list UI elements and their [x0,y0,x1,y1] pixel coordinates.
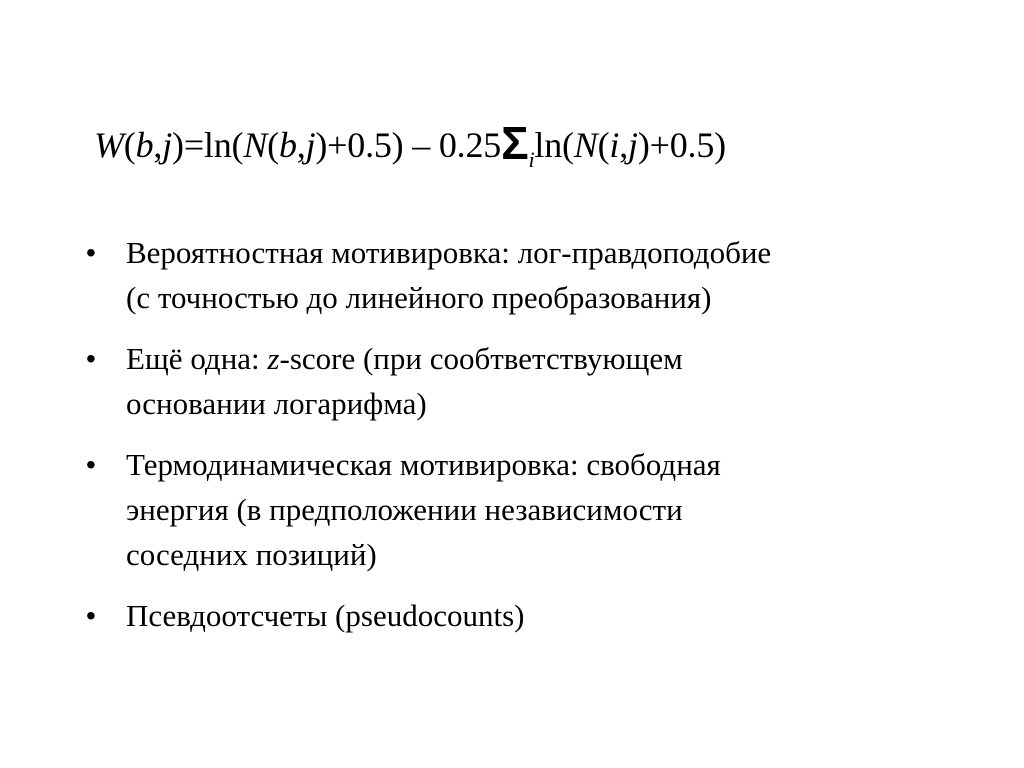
bullet-line: Вероятностная мотивировка: лог-правдоподобие [126,235,772,270]
bullet-line: основании логарифма) [126,386,427,421]
bullet-text-pre: Ещё одна: [126,341,268,376]
bullet-item-zscore [86,336,986,426]
bullet-line: Термодинамическая мотивировка: свободная [126,447,721,482]
sigma-subscript: i [528,147,535,172]
bullet-dot: • [86,449,96,480]
formula-b: b [135,125,154,165]
formula-j: j [162,125,173,165]
formula-b2: b [278,125,297,165]
formula-n2: N [573,125,598,165]
bullet-text-post: -score (при сообтветствующем [279,341,683,376]
bullet-item-thermodynamic [86,442,986,577]
formula-n: N [243,125,268,165]
formula-end: )+0.5) [637,125,726,165]
formula-ln2: ln( [534,125,574,165]
bullet-item-probabilistic [86,230,986,320]
formula-eq-ln: )=ln( [172,125,244,165]
formula: $W(b,j)=\ln(N(b,j)+0.5) - 0.25\Sigma_i\ln(N(i,j)+0.5)$ [94,117,726,172]
bullet-text-italic-z: z [267,341,280,376]
bullet-line: энергия (в предположении независимости [126,492,683,527]
bullet-line: (с точностью до линейного преобразования) [126,280,712,315]
sigma-symbol: Σ [501,117,529,169]
bullet-dot: • [86,343,96,374]
bullet-item-pseudocounts [86,593,986,638]
formula-i: i [609,125,620,165]
formula-j2: j [305,125,316,165]
formula-w: W [94,125,124,165]
bullet-line: соседних позиций) [126,537,377,572]
formula-j3: j [628,125,638,165]
bullet-dot: • [86,237,96,268]
bullet-line: Псевдоотсчеты (pseudocounts) [126,598,525,633]
bullet-dot: • [86,600,96,631]
bullet-line [126,336,986,381]
bullet-list [86,230,986,654]
formula-mid: )+0.5) – 0.25 [315,125,502,165]
